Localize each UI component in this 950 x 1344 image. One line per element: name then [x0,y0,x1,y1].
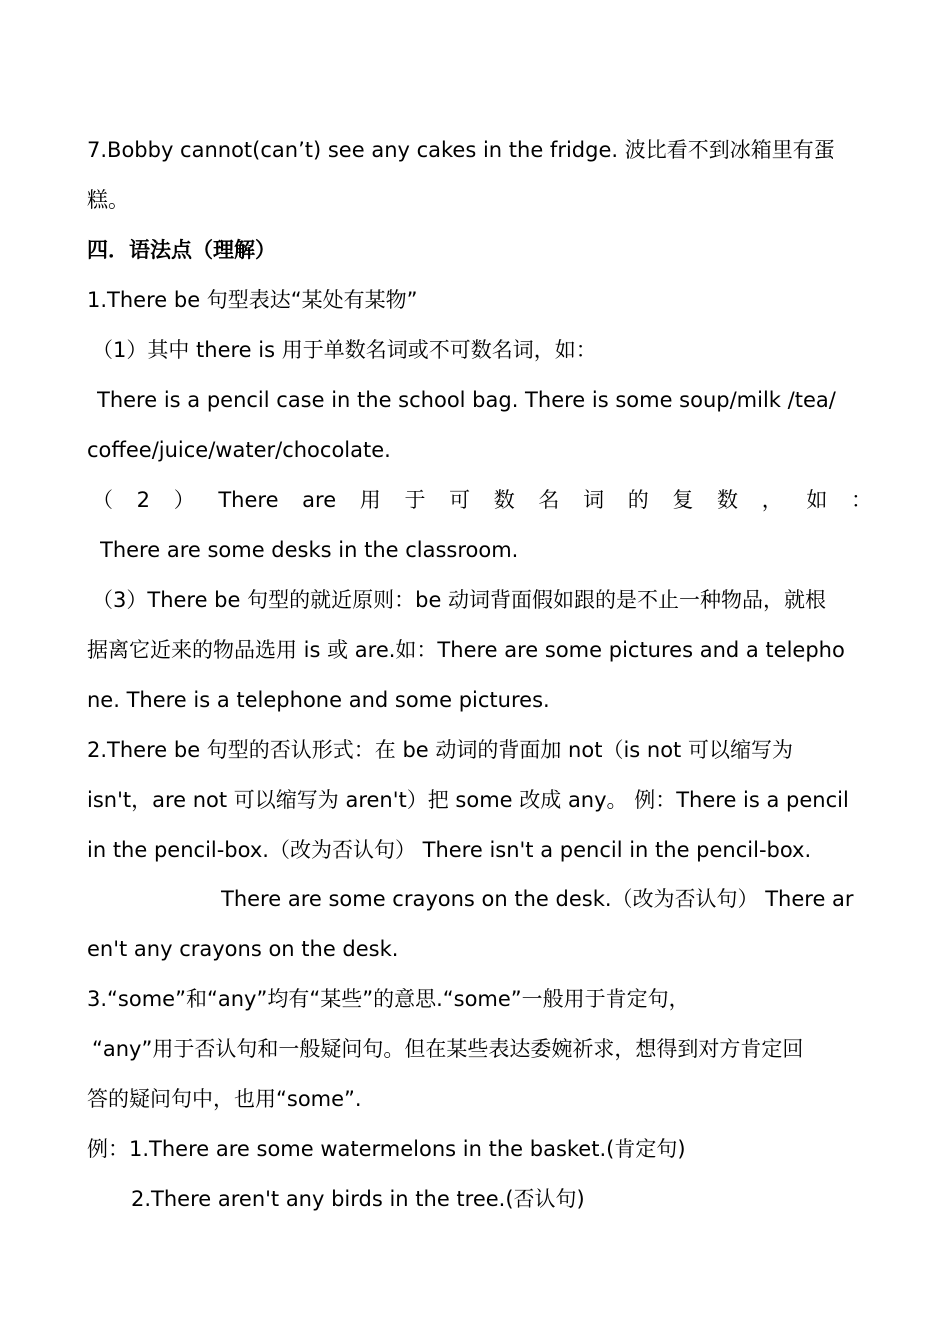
text-line-21: 例：1.There are some watermelons in the basket.(肯定句) [87,1137,686,1161]
word: ） [173,488,195,512]
text-line-11: 据离它近来的物品选用 is 或 are.如：There are some pictures and a telepho [87,638,845,662]
text-line-14: isn't，are not 可以缩写为 aren't）把 some 改成 any。 例：There is a pencil [87,788,849,812]
word: 于 [404,488,426,512]
text-line-18: 3.“some”和“any”均有“某些”的意思.“some”一般用于肯定句， [87,987,690,1011]
text-line-19: “any”用于否认句和一般疑问句。但在某些表达委婉祈求，想得到对方肯定回 [92,1037,804,1061]
text-line-20: 答的疑问句中，也用“some”. [87,1087,362,1111]
section-heading: 四．语法点（理解） [87,238,276,262]
text-line-5: （1）其中 there is 用于单数名词或不可数名词，如： [92,338,597,362]
word: 词 [583,488,605,512]
word: 2 [136,488,151,512]
word: 复 [672,488,694,512]
text-line-8-justified [92,485,872,515]
word: are [302,488,337,512]
word: 用 [359,488,381,512]
text-line-17: en't any crayons on the desk. [87,937,399,961]
text-line-7: coffee/juice/water/chocolate. [87,438,391,462]
text-line-12: ne. There is a telephone and some pictures. [87,688,550,712]
text-line-10: （3）There be 句型的就近原则：be 动词背面假如跟的是不止一种物品，就根 [92,588,827,612]
word: 名 [538,488,560,512]
text-line-16: There are some crayons on the desk.（改为否认句） There ar [221,887,854,911]
text-line-4: 1.There be 句型表达“某处有某物” [87,288,418,312]
word: 如 [806,488,828,512]
word: There [218,488,279,512]
word: ， [761,488,783,512]
word: 可 [449,488,471,512]
word: 数 [717,488,739,512]
text-line-1: 7.Bobby cannot(can’t) see any cakes in the fridge. 波比看不到冰箱里有蛋 [87,138,835,162]
word: 的 [627,488,649,512]
word: （ [92,488,113,512]
text-line-15: in the pencil-box.（改为否认句） There isn't a pencil in the pencil-box. [87,838,812,862]
word: 数 [493,488,515,512]
text-line-9: There are some desks in the classroom. [100,538,519,562]
text-line-22: 2.There aren't any birds in the tree.(否认句) [131,1187,585,1211]
text-line-13: 2.There be 句型的否认形式：在 be 动词的背面加 not（is not 可以缩写为 [87,738,793,762]
text-line-2: 糕。 [87,188,129,212]
text-line-6: There is a pencil case in the school bag. There is some soup/milk /tea/ [97,388,836,412]
word: ： [851,488,872,512]
